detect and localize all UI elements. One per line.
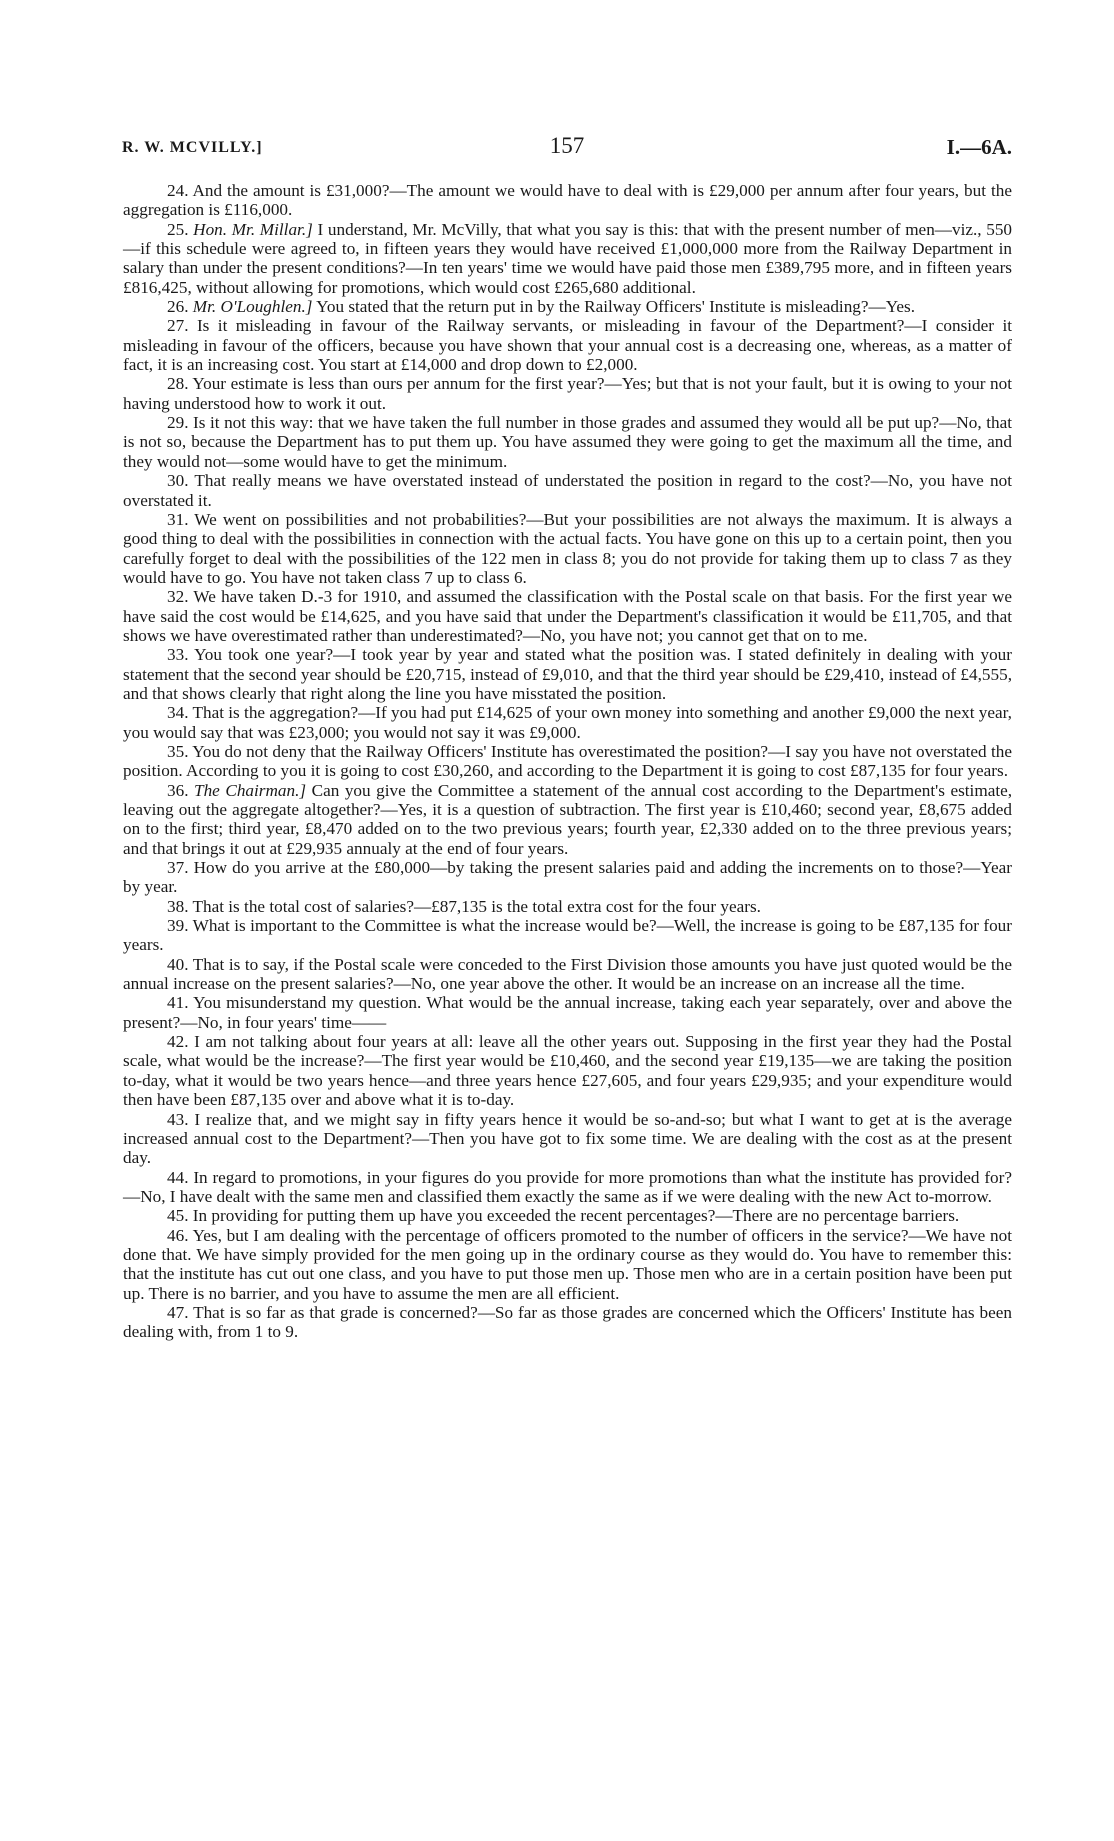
question-number: 26. xyxy=(167,297,189,317)
paragraph-text: Is it not this way: that we have taken the full number in those grades and assumed they would all be put up?—No, that is not so, because the Department has to put them up. You have assumed they were going to get the maximum all the time, and they would not—some would have to get the minimum. xyxy=(123,413,1012,471)
document-reference: I.—6A. xyxy=(946,135,1012,159)
testimony-paragraph xyxy=(123,955,1012,994)
question-number: 24. xyxy=(167,181,189,200)
question-number: 30. xyxy=(167,471,189,491)
testimony-paragraph xyxy=(123,1226,1012,1303)
testimony-paragraph xyxy=(123,897,1012,916)
paragraph-text: We went on possibilities and not probabilities?—But your possibilities are not always the maximum. It is always a good thing to deal with the possibilities in connection with the actual facts. You have gone on this up to a certain point, then you carefully forget to deal with the possibilities of the 122 men in class 8; you do not provide for taking them up to class 7 as they would have to go. You have not taken class 7 up to class 6. xyxy=(123,509,1012,587)
paragraph-text: That is the aggregation?—If you had put £14,625 of your own money into something and another £9,000 the next year, you would say that was £23,000; you would not say it was £9,000. xyxy=(123,703,1012,742)
testimony-paragraph xyxy=(123,1303,1012,1342)
question-number: 31. xyxy=(167,509,189,529)
question-number: 46. xyxy=(167,1225,189,1245)
question-number: 44. xyxy=(167,1167,189,1187)
paragraph-text: That is the total cost of salaries?—£87,135 is the total extra cost for the four years. xyxy=(192,896,761,916)
testimony-paragraph xyxy=(123,220,1012,297)
question-number: 40. xyxy=(167,954,189,974)
question-number: 43. xyxy=(167,1109,189,1129)
question-number: 27. xyxy=(167,316,189,336)
testimony-paragraph xyxy=(123,413,1012,471)
paragraph-text: I am not talking about four years at all: leave all the other years out. Supposing in the first year they had the Postal scale, what would be the increase?—The first year would be £10,460, and the second year £19,135—we are taking the position to-day, what it would be two years hence—and three years hence £27,605, and four years £29,935; and your expenditure would then have been £87,135 over and above what it is to-day. xyxy=(123,1032,1012,1110)
testimony-paragraph xyxy=(123,858,1012,897)
question-number: 36. xyxy=(167,780,189,800)
testimony-body xyxy=(123,181,1012,1342)
testimony-paragraph xyxy=(123,1206,1012,1225)
speaker-name: Mr. O'Loughlen.] xyxy=(192,297,313,317)
testimony-paragraph xyxy=(123,374,1012,413)
testimony-paragraph xyxy=(123,1110,1012,1168)
paragraph-text: We have taken D.-3 for 1910, and assumed the classification with the Postal scale on that basis. For the first year we have said the cost would be £14,625, and you have said that under the Department's classification it would be £11,705, and that shows we have overestimated rather than underestimated?—No, you have not; you cannot get that on to me. xyxy=(123,587,1012,645)
speaker-name: The Chairman.] xyxy=(194,780,307,800)
paragraph-text: What is important to the Committee is what the increase would be?—Well, the increase is going to be £87,135 for four years. xyxy=(123,916,1012,955)
paragraph-text: Yes, but I am dealing with the percentage of officers promoted to the number of officers in the service?—We have not done that. We have simply provided for the men going up in the ordinary course as they would do. You have to remember this: that the institute has cut out one class, and you have to put those men up. Those men who are in a certain position have been put up. There is no barrier, and you have to assume the men are all efficient. xyxy=(123,1225,1012,1303)
testimony-paragraph xyxy=(123,1168,1012,1207)
witness-name: R. W. MCVILLY.] xyxy=(122,139,263,156)
testimony-paragraph xyxy=(123,742,1012,781)
page-number: 157 xyxy=(549,133,585,158)
question-number: 28. xyxy=(167,374,189,394)
question-number: 34. xyxy=(167,703,189,723)
testimony-paragraph xyxy=(123,181,1012,220)
paragraph-text: Can you give the Committee a statement of the annual cost according to the Department's estimate, leaving out the aggregate altogether?—Yes, it is a question of subtraction. The first year is £10,460; second year, £8,675 added on to the first; third year, £8,470 added on to the two previous years; fourth year, £2,330 added on to the three previous years; and that brings it out at £29,935 annualy at the end of four years. xyxy=(123,780,1013,858)
question-number: 29. xyxy=(167,413,189,433)
paragraph-text: That really means we have overstated instead of understated the position in regard to the cost?—No, you have not overstated it. xyxy=(123,471,1012,510)
question-number: 45. xyxy=(167,1206,189,1226)
testimony-paragraph xyxy=(123,916,1012,955)
question-number: 25. xyxy=(167,219,189,239)
speaker-name: Hon. Mr. Millar.] xyxy=(193,219,313,239)
testimony-paragraph xyxy=(123,297,1012,316)
paragraph-text: In providing for putting them up have you exceeded the recent percentages?—There are no percentage barriers. xyxy=(192,1206,960,1226)
question-number: 42. xyxy=(167,1032,189,1052)
question-number: 33. xyxy=(167,645,189,665)
testimony-paragraph xyxy=(123,587,1012,645)
question-number: 38. xyxy=(167,896,189,916)
page-header xyxy=(122,133,1012,167)
testimony-paragraph xyxy=(123,993,1012,1032)
paragraph-text: In regard to promotions, in your figures do you provide for more promotions than what the institute has provided for?—No, I have dealt with the same men and classified them exactly the same as if we were dealing with the new Act to-morrow. xyxy=(123,1167,1012,1206)
question-number: 47. xyxy=(167,1302,189,1322)
paragraph-text: I understand, Mr. McVilly, that what you say is this: that with the present number of men—viz., 550—if this schedule were agreed to, in fifteen years they would have received £1,000,000 more from the Railway Department in salary than under the present conditions?—In ten years' time we would have paid those men £389,795 more, and in fifteen years £816,425, without allowing for promotions, which would cost £265,680 additional. xyxy=(123,219,1013,297)
testimony-paragraph xyxy=(123,471,1012,510)
paragraph-text: Is it misleading in favour of the Railway servants, or misleading in favour of the Department?—I consider it misleading in favour of the officers, because you have shown that your annual cost is a decreasing one, whereas, as a matter of fact, it is an increasing cost. You start at £14,000 and drop down to £2,000. xyxy=(123,316,1013,375)
testimony-paragraph xyxy=(123,510,1012,587)
paragraph-text: That is so far as that grade is concerned?—So far as those grades are concerned which the Officers' Institute has been dealing with, from 1 to 9. xyxy=(123,1302,1012,1342)
testimony-paragraph xyxy=(123,645,1012,703)
paragraph-text: And the amount is £31,000?—The amount we would have to deal with is £29,000 per annum after four years, but the aggregation is £116,000. xyxy=(123,181,1012,220)
testimony-paragraph xyxy=(123,1032,1012,1109)
testimony-paragraph xyxy=(123,703,1012,742)
question-number: 35. xyxy=(167,741,189,761)
testimony-paragraph xyxy=(123,316,1012,374)
paragraph-text: You took one year?—I took year by year and stated what the position was. I stated definitely in dealing with your statement that the second year should be £20,715, instead of £9,010, and that the third year should be £29,410, instead of £4,555, and that shows clearly that right along the line you have misstated the position. xyxy=(123,645,1012,703)
question-number: 37. xyxy=(167,858,189,878)
paragraph-text: You do not deny that the Railway Officers' Institute has overestimated the position?—I say you have not overstated the position. According to you it is going to cost £30,260, and according to the Department it is going to cost £87,135 for four years. xyxy=(123,741,1012,781)
paragraph-text: I realize that, and we might say in fifty years hence it would be so-and-so; but what I want to get at is the average increased annual cost to the Department?—Then you have got to fix some time. We are dealing with the cost as at the present day. xyxy=(123,1109,1012,1168)
question-number: 32. xyxy=(167,587,189,607)
paragraph-text: You stated that the return put in by the Railway Officers' Institute is misleading?—Yes. xyxy=(316,297,916,317)
question-number: 39. xyxy=(167,916,189,936)
paragraph-text: Your estimate is less than ours per annum for the first year?—Yes; but that is not your fault, but it is owing to your not having understood how to work it out. xyxy=(123,374,1012,413)
paragraph-text: You misunderstand my question. What would be the annual increase, taking each year separately, over and above the present?—No, in four years' time—— xyxy=(123,993,1012,1032)
question-number: 41. xyxy=(167,993,189,1013)
paragraph-text: That is to say, if the Postal scale were conceded to the First Division those amounts you have just quoted would be the annual increase on the present salaries?—No, one year above the other. It would be an increase on an increase all the time. xyxy=(123,954,1012,994)
testimony-paragraph xyxy=(123,781,1012,858)
paragraph-text: How do you arrive at the £80,000—by taking the present salaries paid and adding the increments on to those?—Year by year. xyxy=(123,858,1012,897)
